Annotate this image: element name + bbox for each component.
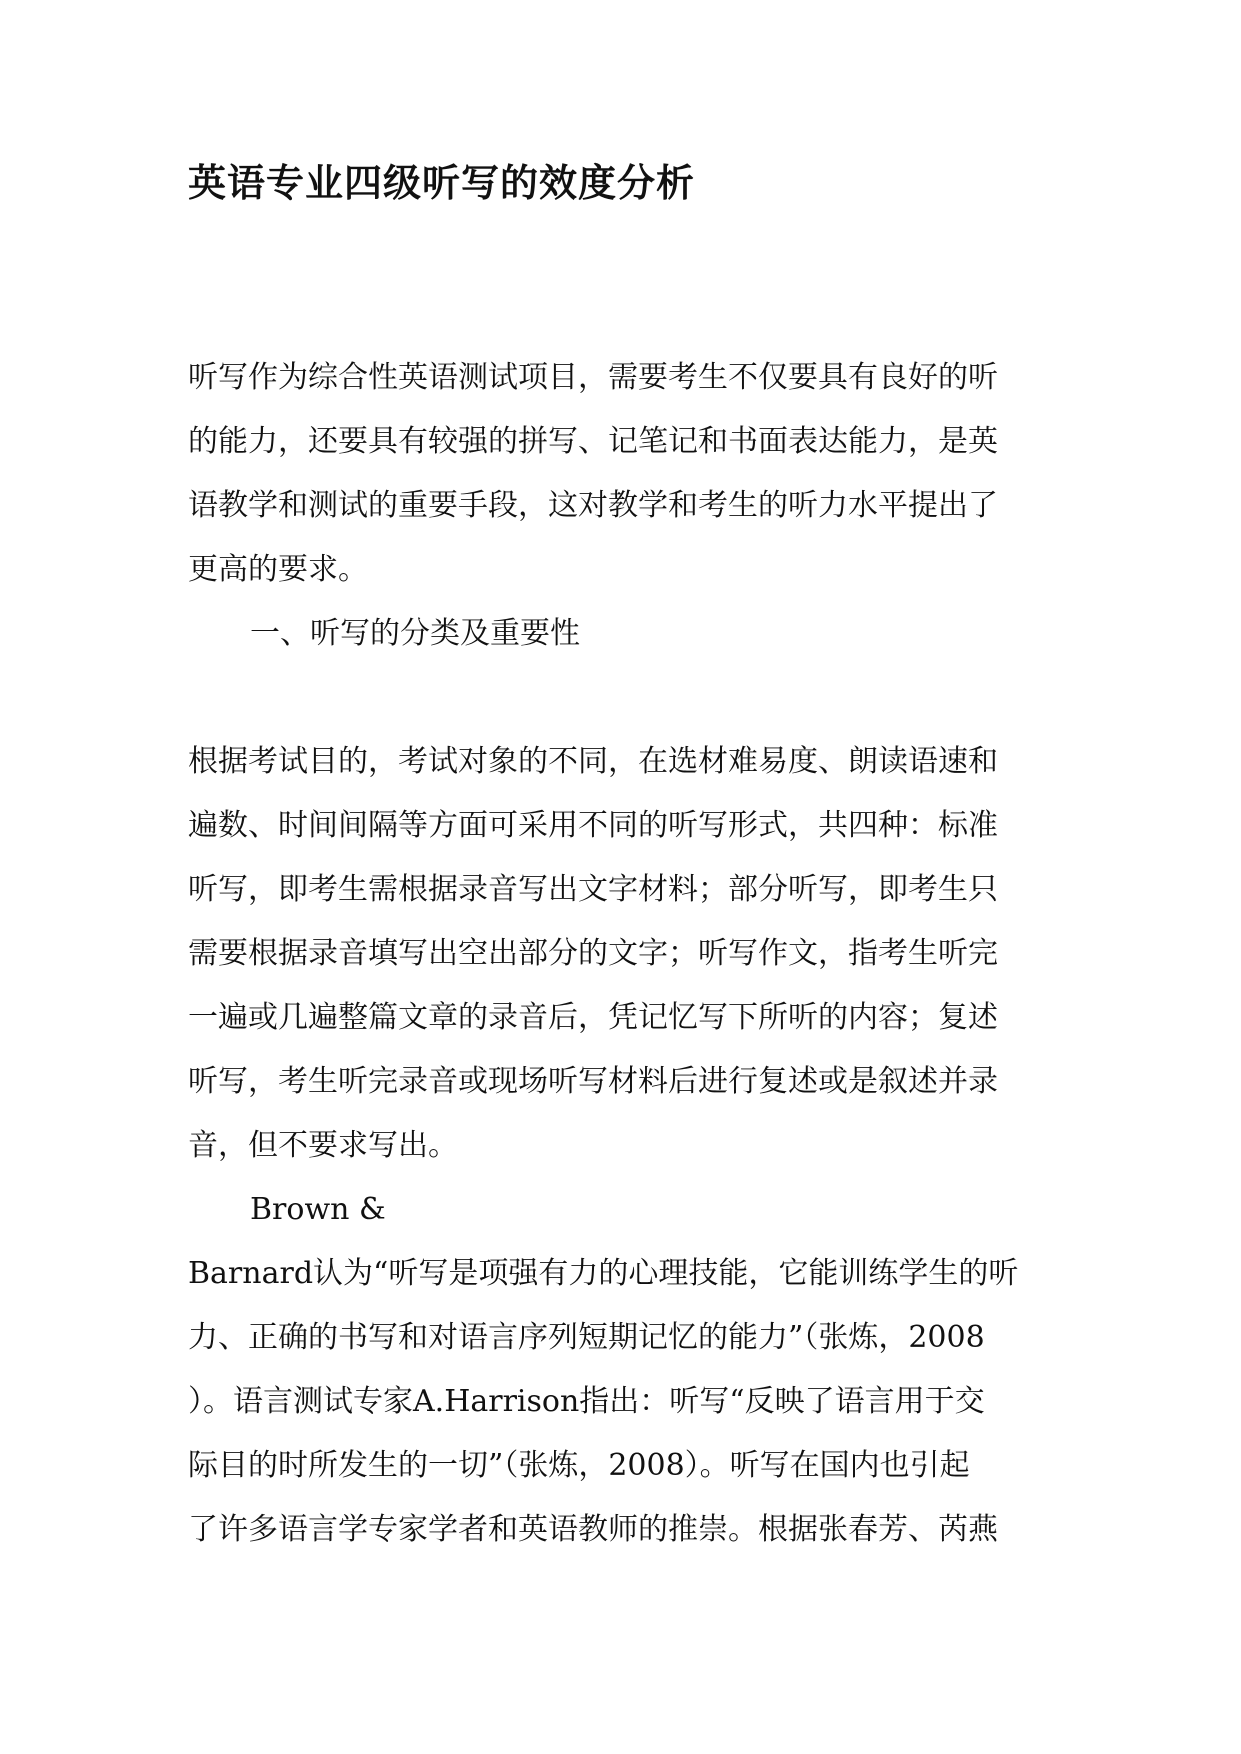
section-line-6: 听写，考生听完录音或现场听写材料后进行复述或是叙述并录 — [188, 1064, 998, 1099]
intro-line-3: 语教学和测试的重要手段，这对教学和考生的听力水平提出了 — [188, 488, 998, 523]
section-line-2: 遍数、时间间隔等方面可采用不同的听写形式，共四种：标准 — [188, 808, 998, 843]
quote-line-2: 力、正确的书写和对语言序列短期记忆的能力”（张炼，2008 — [188, 1320, 985, 1355]
intro-line-4: 更高的要求。 — [188, 552, 368, 587]
section-line-5: 一遍或几遍整篇文章的录音后，凭记忆写下所听的内容；复述 — [188, 1000, 998, 1035]
section-heading: 一、听写的分类及重要性 — [250, 616, 580, 651]
section-line-4: 需要根据录音填写出空出部分的文字；听写作文，指考生听完 — [188, 936, 998, 971]
section-line-7: 音，但不要求写出。 — [188, 1128, 458, 1163]
intro-line-2: 的能力，还要具有较强的拼写、记笔记和书面表达能力，是英 — [188, 424, 998, 459]
quote-line-5: 了许多语言学专家学者和英语教师的推崇。根据张春芳、芮燕 — [188, 1512, 998, 1547]
section-line-3: 听写，即考生需根据录音写出文字材料；部分听写，即考生只 — [188, 872, 998, 907]
quote-line-4: 际目的时所发生的一切”（张炼，2008）。听写在国内也引起 — [188, 1448, 970, 1483]
quote-line-3: ）。语言测试专家A.Harrison指出：听写“反映了语言用于交 — [188, 1384, 985, 1419]
document-title: 英语专业四级听写的效度分析 — [188, 161, 696, 205]
intro-line-1: 听写作为综合性英语测试项目，需要考生不仅要具有良好的听 — [188, 360, 998, 395]
quote-line-1: Barnard认为“听写是项强有力的心理技能，它能训练学生的听 — [188, 1256, 1019, 1291]
section-line-1: 根据考试目的，考试对象的不同，在选材难易度、朗读语速和 — [188, 744, 998, 779]
brown-line: Brown & — [250, 1192, 386, 1227]
